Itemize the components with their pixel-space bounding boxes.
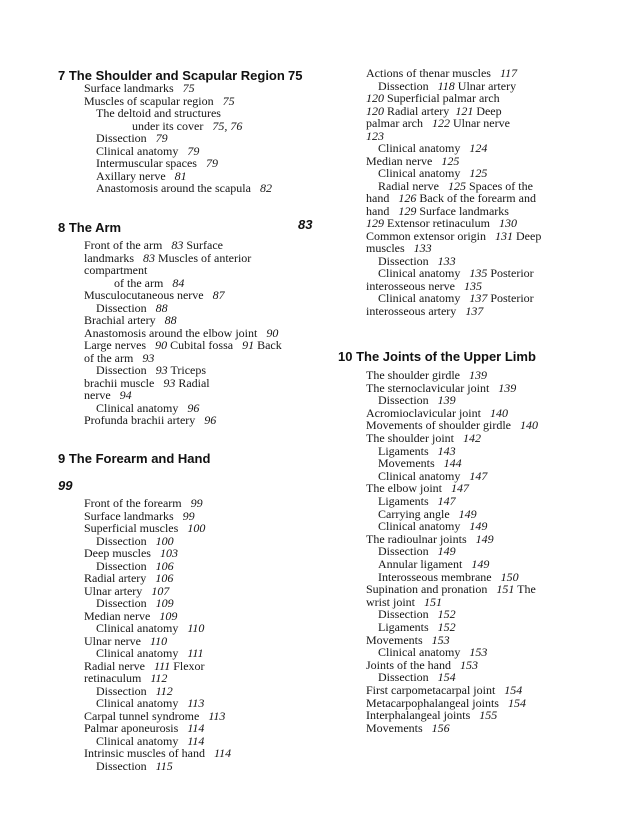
entry-label: Surface landmarks <box>84 508 174 523</box>
entry-page: 120 <box>366 91 384 105</box>
entry-continuation: Deep <box>473 103 502 118</box>
entry-label: Radial nerve <box>84 658 145 673</box>
entry-page: 99 <box>190 496 203 510</box>
entry-label: Dissection <box>96 683 147 698</box>
entry-label: The shoulder joint <box>366 431 454 445</box>
entry-label: Movements <box>366 632 423 647</box>
entry-label: Dissection <box>96 363 147 377</box>
entry-label: The sternoclavicular joint <box>366 380 490 395</box>
entry-label: Intermuscular spaces <box>96 156 197 170</box>
entry-page: 137 <box>469 291 488 305</box>
entry-continuation: Deep <box>513 228 542 243</box>
entry-label: Profunda brachii artery <box>84 413 196 427</box>
entry-page: 133 <box>437 253 456 268</box>
entry-page: 133 <box>413 241 432 255</box>
entry-continuation: Extensor retinaculum <box>384 216 490 230</box>
entry-page: 139 <box>498 380 517 395</box>
chapter-7-page: 75 <box>288 68 303 83</box>
entry-label: The radioulnar joints <box>366 531 467 546</box>
entry-continuation: The <box>514 582 536 597</box>
entry-continuation: Cubital fossa <box>167 338 234 352</box>
entry-label: Ulnar artery <box>84 583 143 598</box>
entry-page: 125 <box>447 178 466 193</box>
toc-entry[interactable] <box>366 305 483 318</box>
entry-page: 103 <box>159 546 178 560</box>
entry-page: 152 <box>437 620 456 634</box>
entry-label: landmarks <box>84 250 134 265</box>
entry-page: 81 <box>174 168 187 183</box>
entry-continuation: Spaces of the <box>465 178 533 193</box>
entry-label: Dissection <box>378 544 429 559</box>
entry-continuation: Radial <box>175 375 210 390</box>
entry-page: 84 <box>172 275 185 290</box>
entry-label: Palmar aponeurosis <box>84 721 179 735</box>
entry-page: 129 <box>366 216 384 230</box>
entry-label: Front of the arm <box>84 238 163 252</box>
entry-page: 88 <box>155 300 168 315</box>
entry-continuation: Radial artery <box>384 103 450 118</box>
entry-label: Dissection <box>96 131 147 145</box>
entry-page: 106 <box>155 571 174 585</box>
entry-page: 75 <box>222 93 235 108</box>
chapter-9-title: 9 The Forearm and Hand <box>58 451 211 466</box>
entry-label: Front of the forearm <box>84 496 182 510</box>
entry-page: 140 <box>489 405 508 420</box>
entry-page: 110 <box>187 621 205 635</box>
entry-label: Radial artery <box>84 571 147 585</box>
entry-label: Axillary nerve <box>96 168 166 183</box>
entry-page: 156 <box>431 720 450 735</box>
entry-label: Movements of shoulder girdle <box>366 418 511 433</box>
entry-continuation: Superficial palmar arch <box>384 91 500 105</box>
entry-label: The elbow joint <box>366 481 442 496</box>
entry-page: 124 <box>469 141 488 155</box>
entry-continuation: Flexor <box>170 658 205 673</box>
entry-page: 75 <box>182 81 195 95</box>
entry-page: 79 <box>205 156 218 170</box>
entry-page: 113 <box>187 696 205 710</box>
entry-label: Dissection <box>96 533 147 548</box>
entry-label: Interphalangeal joints <box>366 708 471 723</box>
entry-page: 93 <box>163 375 176 390</box>
entry-label: Annular ligament <box>378 557 463 571</box>
entry-page: 149 <box>469 519 488 534</box>
entry-page: 121 <box>455 103 474 118</box>
entry-label: Dissection <box>378 253 429 268</box>
entry-page: 90 <box>266 325 279 340</box>
entry-label: Surface landmarks <box>84 81 174 95</box>
entry-page: 118 <box>437 78 455 93</box>
entry-continuation: Triceps <box>167 363 207 377</box>
entry-page: 96 <box>187 400 200 415</box>
entry-page: 79 <box>187 143 200 158</box>
entry-page: 109 <box>159 608 178 623</box>
entry-label: nerve <box>84 388 111 402</box>
entry-page: 117 <box>499 66 518 80</box>
entry-label: Radial nerve <box>378 178 439 193</box>
entry-label: Acromioclavicular joint <box>366 405 481 420</box>
entry-page: 139 <box>437 393 456 408</box>
entry-page: 143 <box>437 443 456 458</box>
entry-label: Ligaments <box>378 443 429 458</box>
entry-page: 135 <box>469 266 488 280</box>
entry-label: Dissection <box>96 758 147 773</box>
entry-page: 137 <box>465 303 484 318</box>
entry-label: Clinical anatomy <box>96 143 179 158</box>
entry-page: 113 <box>208 708 226 723</box>
entry-page: 114 <box>213 746 232 760</box>
entry-label: of the arm <box>84 350 134 365</box>
entry-page: 147 <box>437 494 456 508</box>
entry-label: Ligaments <box>378 620 429 634</box>
entry-label: Dissection <box>378 607 429 622</box>
entry-label: under its cover <box>132 118 204 133</box>
toc-entry[interactable] <box>366 117 510 130</box>
entry-page: 111 <box>187 646 204 660</box>
entry-continuation: Ulnar artery <box>454 78 517 93</box>
entry-label: Dissection <box>96 300 147 315</box>
entry-page: 142 <box>462 431 481 445</box>
entry-label: Dissection <box>378 78 429 93</box>
entry-page: 106 <box>155 558 174 573</box>
entry-page: 151 <box>424 594 443 609</box>
entry-page: 154 <box>437 670 456 685</box>
entry-page: 131 <box>495 228 513 243</box>
chapter-10-title: 10 The Joints of the Upper Limb <box>338 349 536 364</box>
entry-label: Movements <box>378 456 435 471</box>
entry-continuation: Surface landmarks <box>416 203 509 218</box>
entry-page: 107 <box>151 583 170 598</box>
entry-page: 114 <box>187 721 205 735</box>
entry-label: Joints of the hand <box>366 657 451 672</box>
entry-label: Clinical anatomy <box>378 266 461 280</box>
entry-page: 147 <box>450 481 469 496</box>
entry-label: Clinical anatomy <box>378 141 461 155</box>
toc-entry[interactable] <box>366 722 450 735</box>
entry-page: 90 <box>155 338 168 352</box>
entry-page: 110 <box>149 633 168 648</box>
entry-page: 122 <box>431 116 450 130</box>
entry-label: Dissection <box>96 558 147 573</box>
entry-page: 91 <box>242 338 255 352</box>
entry-page: 114 <box>187 733 205 748</box>
entry-label: Clinical anatomy <box>378 645 461 660</box>
entry-continuation: Surface <box>183 238 223 252</box>
entry-label: compartment <box>84 263 148 277</box>
entry-label: muscles <box>366 241 405 255</box>
entry-page: 153 <box>431 632 450 647</box>
entry-label: Movements <box>366 720 423 735</box>
entry-label: Dissection <box>378 670 429 685</box>
entry-label: retinaculum <box>84 671 142 685</box>
entry-continuation: Ulnar nerve <box>449 116 510 130</box>
entry-page: 93 <box>142 350 155 365</box>
entry-label: Deep muscles <box>84 546 151 560</box>
entry-label: Muscles of scapular region <box>84 93 214 108</box>
entry-label: Clinical anatomy <box>378 468 461 483</box>
entry-label: The deltoid and structures <box>96 106 221 120</box>
entry-label: Musculocutaneous nerve <box>84 288 204 302</box>
entry-label: of the arm <box>114 275 164 290</box>
entry-page: 87 <box>212 288 225 302</box>
entry-label: interosseous nerve <box>366 278 455 293</box>
entry-continuation: Back <box>254 338 282 352</box>
entry-page: 94 <box>119 388 132 402</box>
chapter-8-page: 83 <box>298 217 313 232</box>
entry-continuation: Posterior <box>487 291 534 305</box>
entry-page: 100 <box>155 533 174 548</box>
entry-page: 144 <box>443 456 462 471</box>
entry-page: 125 <box>441 153 460 168</box>
entry-label: Common extensor origin <box>366 228 486 243</box>
entry-label: Clinical anatomy <box>96 696 179 710</box>
entry-label: Clinical anatomy <box>96 646 179 660</box>
entry-page: 139 <box>468 368 487 382</box>
entry-page: 99 <box>182 508 195 523</box>
entry-label: Median nerve <box>84 608 151 623</box>
entry-label: hand <box>366 203 390 218</box>
entry-page: 111 <box>153 658 171 673</box>
entry-continuation: Muscles of anterior <box>155 250 252 265</box>
entry-page: 88 <box>164 313 177 327</box>
entry-page: 123 <box>366 128 384 143</box>
entry-label: Clinical anatomy <box>378 519 461 534</box>
entry-label: Clinical anatomy <box>96 621 179 635</box>
entry-label: Median nerve <box>366 153 433 168</box>
entry-label: Metacarpophalangeal joints <box>366 695 499 710</box>
entry-page: 130 <box>498 216 517 230</box>
entry-page: 125 <box>469 166 488 180</box>
entry-page: 82 <box>259 181 272 195</box>
entry-label: Anastomosis around the scapula <box>96 181 251 195</box>
entry-label: interosseous artery <box>366 303 457 318</box>
entry-label: First carpometacarpal joint <box>366 683 496 697</box>
entry-page: 150 <box>500 569 519 584</box>
entry-label: Clinical anatomy <box>96 733 179 748</box>
entry-label: hand <box>366 191 390 205</box>
entry-page: 109 <box>155 596 174 610</box>
entry-label: Superficial muscles <box>84 521 179 535</box>
entry-page: 96 <box>204 413 217 427</box>
entry-label: Carrying angle <box>378 506 450 521</box>
entry-label: The shoulder girdle <box>366 368 460 382</box>
chapter-8-title: 8 The Arm <box>58 220 122 235</box>
entry-page: 152 <box>437 607 456 622</box>
entry-label: Clinical anatomy <box>378 166 461 180</box>
entry-page: 93 <box>155 363 168 377</box>
entry-page: 129 <box>398 203 417 218</box>
entry-page: 120 <box>366 103 384 118</box>
entry-page: 149 <box>437 544 456 559</box>
entry-page: 100 <box>187 521 206 535</box>
entry-page: 83 <box>171 238 184 252</box>
entry-page: 153 <box>460 657 478 672</box>
entry-page: 135 <box>463 278 482 293</box>
entry-page: 147 <box>469 468 488 483</box>
entry-page: 149 <box>471 557 490 571</box>
entry-label: Intrinsic muscles of hand <box>84 746 205 760</box>
entry-label: Ligaments <box>378 494 429 508</box>
chapter-10-heading <box>338 349 536 364</box>
entry-label: Anastomosis around the elbow joint <box>84 325 258 340</box>
chapter-7-title: 7 The Shoulder and Scapular Region <box>58 68 285 83</box>
entry-label: Clinical anatomy <box>96 400 179 415</box>
entry-page: 149 <box>458 506 477 521</box>
entry-page: 75, 76 <box>212 118 243 133</box>
entry-label: Interosseous membrane <box>378 569 492 584</box>
entry-page: 112 <box>155 683 173 698</box>
entry-continuation: Posterior <box>487 266 534 280</box>
entry-page: 153 <box>469 645 488 660</box>
entry-continuation: Back of the forearm and <box>416 191 536 205</box>
chapter-9-page: 99 <box>58 478 73 493</box>
entry-label: Large nerves <box>84 338 147 352</box>
entry-label: palmar arch <box>366 116 423 130</box>
entry-page: 115 <box>155 758 173 773</box>
entry-label: Actions of thenar muscles <box>366 66 491 80</box>
entry-page: 155 <box>479 708 498 723</box>
entry-label: wrist joint <box>366 594 416 609</box>
entry-page: 149 <box>475 531 494 546</box>
entry-page: 151 <box>496 582 515 597</box>
entry-label: Brachial artery <box>84 313 156 327</box>
entry-label: Clinical anatomy <box>378 291 461 305</box>
entry-label: Dissection <box>96 596 147 610</box>
entry-page: 79 <box>155 131 168 145</box>
entry-label: Carpal tunnel syndrome <box>84 708 200 723</box>
entry-page: 140 <box>519 418 538 433</box>
entry-label: Ulnar nerve <box>84 633 141 648</box>
entry-label: Dissection <box>378 393 429 408</box>
entry-page: 154 <box>504 683 523 697</box>
entry-label: brachii muscle <box>84 375 155 390</box>
entry-page: 126 <box>398 191 417 205</box>
entry-label: Supination and pronation <box>366 582 488 597</box>
entry-page: 83 <box>143 250 155 265</box>
entry-page: 154 <box>507 695 526 710</box>
entry-page: 112 <box>150 671 168 685</box>
